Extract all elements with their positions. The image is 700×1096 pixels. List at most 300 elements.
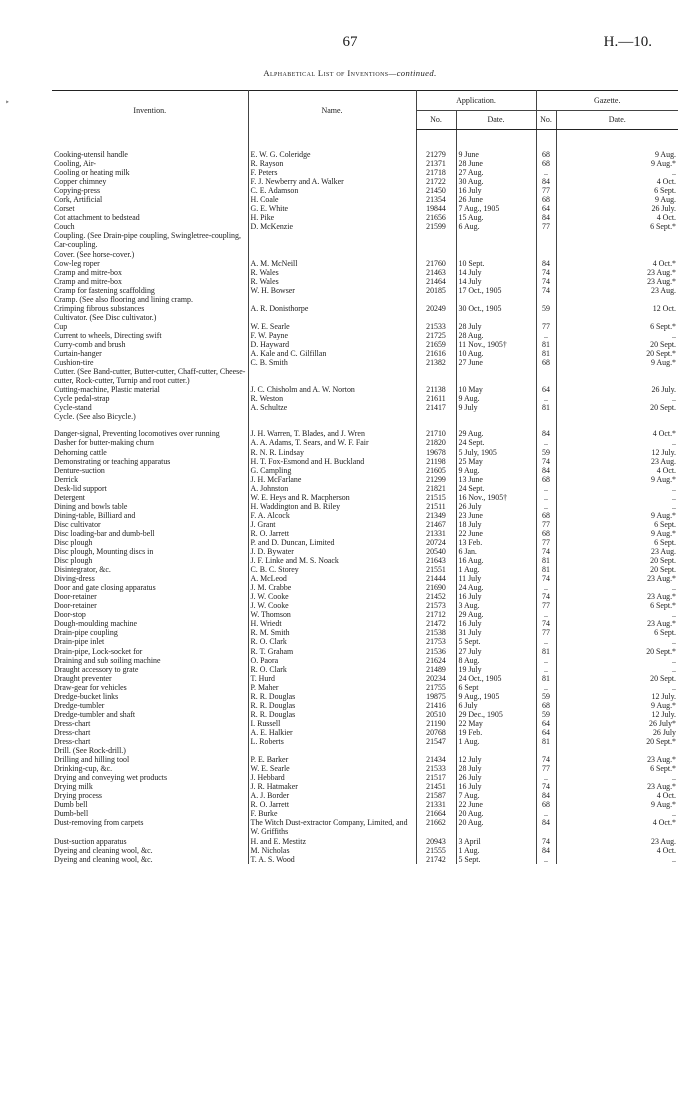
name-cell: A. R. Donisthorpe xyxy=(248,304,416,313)
gazette-no-cell: 81 xyxy=(536,403,556,412)
gazette-no-cell: 64 xyxy=(536,204,556,213)
name-cell: H. Pike xyxy=(248,213,416,222)
application-no-cell: 21722 xyxy=(416,177,456,186)
gazette-date-cell: .. xyxy=(556,855,678,864)
table-row xyxy=(52,728,678,737)
gazette-date-cell: .. xyxy=(556,583,678,592)
table-row xyxy=(52,502,678,511)
gazette-no-cell: 81 xyxy=(536,556,556,565)
gazette-no-cell xyxy=(536,746,556,755)
application-no-cell: 21536 xyxy=(416,647,456,656)
gazette-date-cell: 6 Sept.* xyxy=(556,322,678,331)
application-date-cell: 10 Sept. xyxy=(456,259,536,268)
application-no-cell: 19875 xyxy=(416,692,456,701)
name-cell: A. Schultze xyxy=(248,403,416,412)
application-no-cell: 21511 xyxy=(416,502,456,511)
table-row xyxy=(52,231,678,249)
gazette-no-cell: .. xyxy=(536,394,556,403)
gazette-no-cell: 68 xyxy=(536,529,556,538)
name-cell: The Witch Dust-extractor Company, Limited, and W. Griffiths xyxy=(248,818,416,836)
name-cell xyxy=(248,250,416,259)
gazette-no-cell: 74 xyxy=(536,574,556,583)
gazette-date-cell: 4 Oct. xyxy=(556,846,678,855)
gazette-no-cell: 59 xyxy=(536,710,556,719)
application-no-cell: 21710 xyxy=(416,421,456,438)
gazette-date-cell: 20 Sept. xyxy=(556,674,678,683)
column-header-name: Name. xyxy=(248,91,416,130)
gazette-no-cell: .. xyxy=(536,502,556,511)
name-cell: E. W. G. Coleridge xyxy=(248,130,416,160)
table-row xyxy=(52,304,678,313)
gazette-date-cell: .. xyxy=(556,484,678,493)
table-row xyxy=(52,773,678,782)
name-cell: J. H. Warren, T. Blades, and J. Wren xyxy=(248,421,416,438)
invention-cell: Dumb bell xyxy=(54,800,88,810)
application-date-cell: 22 June xyxy=(456,529,536,538)
table-row xyxy=(52,222,678,231)
subtitle-continued: —continued. xyxy=(388,68,437,78)
gazette-no-cell: 74 xyxy=(536,837,556,846)
gazette-date-cell: 20 Sept. xyxy=(556,340,678,349)
application-date-cell: 7 Aug., 1905 xyxy=(456,204,536,213)
application-no-cell: 21820 xyxy=(416,438,456,447)
application-no-cell: 21467 xyxy=(416,520,456,529)
gazette-no-cell: 64 xyxy=(536,385,556,394)
application-date-cell: 24 Sept. xyxy=(456,484,536,493)
application-no-cell: 21821 xyxy=(416,484,456,493)
gazette-date-cell: 23 Aug.* xyxy=(556,592,678,601)
name-cell: T. Hurd xyxy=(248,674,416,683)
application-no-cell: 21489 xyxy=(416,665,456,674)
gazette-date-cell xyxy=(556,746,678,755)
invention-cell: Cramp and mitre-box xyxy=(54,276,122,286)
table-row xyxy=(52,574,678,583)
invention-cell: Drying milk xyxy=(54,782,93,792)
gazette-no-cell: 77 xyxy=(536,322,556,331)
application-date-cell: 13 Feb. xyxy=(456,538,536,547)
table-row xyxy=(52,764,678,773)
gazette-no-cell: 74 xyxy=(536,592,556,601)
application-date-cell: 27 June xyxy=(456,358,536,367)
application-no-cell: 21760 xyxy=(416,259,456,268)
invention-cell: Danger-signal, Preventing locomotives over running xyxy=(54,429,220,439)
table-row xyxy=(52,168,678,177)
invention-cell: Dust-removing from carpets xyxy=(54,818,144,828)
name-cell: R. N. R. Lindsay xyxy=(248,448,416,457)
name-cell: W. H. Bowser xyxy=(248,286,416,295)
application-no-cell: 21434 xyxy=(416,755,456,764)
application-date-cell: 25 May xyxy=(456,457,536,466)
gazette-date-cell: .. xyxy=(556,493,678,502)
application-date-cell: 11 Nov., 1905† xyxy=(456,340,536,349)
application-date-cell: 28 July xyxy=(456,322,536,331)
name-cell: P. E. Barker xyxy=(248,755,416,764)
application-no-cell: 21472 xyxy=(416,619,456,628)
gazette-no-cell xyxy=(536,367,556,385)
gazette-date-cell: 12 July. xyxy=(556,710,678,719)
table-row xyxy=(52,313,678,322)
table-row xyxy=(52,286,678,295)
application-date-cell: 9 Aug. xyxy=(456,394,536,403)
table-row xyxy=(52,547,678,556)
application-no-cell xyxy=(416,231,456,249)
invention-cell: Cork, Artificial xyxy=(54,195,103,205)
name-cell: W. E. Searle xyxy=(248,322,416,331)
application-date-cell: 30 Oct., 1905 xyxy=(456,304,536,313)
table-row xyxy=(52,250,678,259)
gazette-date-cell: 23 Aug.* xyxy=(556,574,678,583)
application-no-cell: 21349 xyxy=(416,511,456,520)
invention-cell: Cycle pedal-strap xyxy=(54,394,110,404)
application-no-cell: 21690 xyxy=(416,583,456,592)
application-date-cell: 7 Aug. xyxy=(456,791,536,800)
gazette-date-cell: 4 Oct. xyxy=(556,177,678,186)
invention-cell: Disc cultivator xyxy=(54,519,101,529)
table-row xyxy=(52,448,678,457)
gazette-no-cell: 84 xyxy=(536,177,556,186)
gazette-no-cell: 81 xyxy=(536,565,556,574)
name-cell: C. E. Adamson xyxy=(248,186,416,195)
application-date-cell: 20 Aug. xyxy=(456,809,536,818)
application-date-cell: 6 Jan. xyxy=(456,547,536,556)
application-no-cell xyxy=(416,367,456,385)
gazette-date-cell: 9 Aug.* xyxy=(556,159,678,168)
inventions-table xyxy=(52,90,678,864)
gazette-date-cell: 20 Sept. xyxy=(556,403,678,412)
name-cell: A. Kale and C. Gilfillan xyxy=(248,349,416,358)
name-cell: T. A. S. Wood xyxy=(248,855,416,864)
application-date-cell: 28 June xyxy=(456,159,536,168)
application-date-cell: 18 July xyxy=(456,520,536,529)
name-cell: R. R. Douglas xyxy=(248,692,416,701)
name-cell: R. O. Clark xyxy=(248,665,416,674)
gazette-no-cell: 68 xyxy=(536,130,556,160)
table-row xyxy=(52,511,678,520)
name-cell: H. Coale xyxy=(248,195,416,204)
gazette-no-cell: 81 xyxy=(536,340,556,349)
application-date-cell: 14 July xyxy=(456,268,536,277)
name-cell: A. A. Adams, T. Sears, and W. F. Fair xyxy=(248,438,416,447)
application-no-cell: 21662 xyxy=(416,818,456,836)
gazette-date-cell: .. xyxy=(556,610,678,619)
application-no-cell: 20724 xyxy=(416,538,456,547)
application-date-cell: 26 June xyxy=(456,195,536,204)
invention-cell: Dredge-tumbler and shaft xyxy=(54,709,136,719)
gazette-date-cell: 23 Aug. xyxy=(556,547,678,556)
gazette-no-cell: .. xyxy=(536,331,556,340)
gazette-no-cell: .. xyxy=(536,656,556,665)
table-row xyxy=(52,385,678,394)
table-row xyxy=(52,610,678,619)
invention-cell: Drain-pipe, Lock-socket for xyxy=(54,646,143,656)
invention-cell: Current to wheels, Directing swift xyxy=(54,330,162,340)
table-row xyxy=(52,837,678,846)
table-row xyxy=(52,701,678,710)
gazette-date-cell: 20 Sept.* xyxy=(556,737,678,746)
invention-cell: Demonstrating or teaching apparatus xyxy=(54,456,171,466)
table-row xyxy=(52,791,678,800)
invention-cell: Cup xyxy=(54,321,68,331)
gazette-no-cell: .. xyxy=(536,637,556,646)
application-no-cell: 20510 xyxy=(416,710,456,719)
name-cell: A. McLeod xyxy=(248,574,416,583)
invention-cell: Disc loading-bar and dumb-bell xyxy=(54,528,155,538)
application-date-cell: 26 July xyxy=(456,502,536,511)
application-no-cell: 21417 xyxy=(416,403,456,412)
invention-cell: Cramp and mitre-box xyxy=(54,267,122,277)
application-date-cell: 23 June xyxy=(456,511,536,520)
application-no-cell: 21515 xyxy=(416,493,456,502)
gazette-no-cell: .. xyxy=(536,438,556,447)
name-cell: D. Hayward xyxy=(248,340,416,349)
name-cell: R. O. Jarrett xyxy=(248,529,416,538)
application-no-cell: 21416 xyxy=(416,701,456,710)
application-no-cell xyxy=(416,295,456,304)
application-date-cell: 5 Sept. xyxy=(456,855,536,864)
table-row xyxy=(52,800,678,809)
gazette-date-cell: 26 July. xyxy=(556,385,678,394)
table-row xyxy=(52,358,678,367)
name-cell: R. O. Clark xyxy=(248,637,416,646)
application-no-cell: 20768 xyxy=(416,728,456,737)
application-date-cell: 13 June xyxy=(456,475,536,484)
table-row xyxy=(52,846,678,855)
table-row xyxy=(52,737,678,746)
series-code: H.—10. xyxy=(603,34,652,50)
table-row xyxy=(52,592,678,601)
application-no-cell: 21599 xyxy=(416,222,456,231)
application-date-cell: 16 July xyxy=(456,592,536,601)
gazette-no-cell: 84 xyxy=(536,791,556,800)
application-no-cell: 20540 xyxy=(416,547,456,556)
invention-cell: Cycle. (See also Bicycle.) xyxy=(54,412,136,422)
name-cell: D. McKenzie xyxy=(248,222,416,231)
invention-cell: Cycle-stand xyxy=(54,403,92,413)
application-no-cell: 21533 xyxy=(416,322,456,331)
gazette-date-cell: .. xyxy=(556,168,678,177)
gazette-no-cell: 68 xyxy=(536,800,556,809)
application-date-cell: 26 July xyxy=(456,773,536,782)
name-cell: J. R. Hatmaker xyxy=(248,782,416,791)
application-no-cell: 21664 xyxy=(416,809,456,818)
name-cell: O. Paora xyxy=(248,656,416,665)
application-no-cell: 21605 xyxy=(416,466,456,475)
application-date-cell: 29 Dec., 1905 xyxy=(456,710,536,719)
name-cell: P. Maher xyxy=(248,683,416,692)
invention-cell: Draught preventer xyxy=(54,673,112,683)
application-no-cell xyxy=(416,250,456,259)
gazette-date-cell: 12 Oct. xyxy=(556,304,678,313)
application-date-cell: 24 Aug. xyxy=(456,583,536,592)
application-date-cell: 24 Oct., 1905 xyxy=(456,674,536,683)
application-no-cell: 20185 xyxy=(416,286,456,295)
application-date-cell: 6 Aug. xyxy=(456,222,536,231)
application-date-cell: 22 May xyxy=(456,719,536,728)
invention-cell: Cooling, Air- xyxy=(54,159,96,169)
table-row xyxy=(52,466,678,475)
gazette-no-cell: 74 xyxy=(536,457,556,466)
invention-cell: Drill. (See Rock-drill.) xyxy=(54,746,126,756)
application-date-cell: 22 June xyxy=(456,800,536,809)
application-no-cell: 21450 xyxy=(416,186,456,195)
application-no-cell: 19844 xyxy=(416,204,456,213)
application-date-cell: 10 Aug. xyxy=(456,349,536,358)
application-no-cell: 20943 xyxy=(416,837,456,846)
invention-cell: Draw-gear for vehicles xyxy=(54,682,127,692)
invention-cell: Desk-lid support xyxy=(54,483,107,493)
application-date-cell: 28 July xyxy=(456,764,536,773)
name-cell: H. Waddington and B. Riley xyxy=(248,502,416,511)
invention-cell: Crimping fibrous substances xyxy=(54,303,145,313)
gazette-no-cell: 84 xyxy=(536,466,556,475)
invention-cell: Cot attachment to bedstead xyxy=(54,213,140,223)
gazette-date-cell: 9 Aug. xyxy=(556,195,678,204)
gazette-no-cell: 68 xyxy=(536,701,556,710)
application-no-cell: 21753 xyxy=(416,637,456,646)
gazette-date-cell: 9 Aug.* xyxy=(556,511,678,520)
name-cell: J. F. Linke and M. S. Noack xyxy=(248,556,416,565)
invention-cell: Curry-comb and brush xyxy=(54,339,126,349)
invention-cell: Cramp for fastening scaffolding xyxy=(54,285,155,295)
column-header-invention: Invention. xyxy=(133,105,167,115)
gazette-no-cell: .. xyxy=(536,484,556,493)
gazette-date-cell: 23 Aug.* xyxy=(556,619,678,628)
gazette-date-cell: 23 Aug.* xyxy=(556,268,678,277)
table-row xyxy=(52,421,678,438)
gazette-date-cell: 6 Sept. xyxy=(556,520,678,529)
application-no-cell: 21198 xyxy=(416,457,456,466)
application-no-cell: 21725 xyxy=(416,331,456,340)
gazette-no-cell: 84 xyxy=(536,421,556,438)
gazette-no-cell: 81 xyxy=(536,674,556,683)
table-row xyxy=(52,412,678,421)
application-date-cell: 9 June xyxy=(456,130,536,160)
application-no-cell: 21587 xyxy=(416,791,456,800)
table-row xyxy=(52,268,678,277)
gazette-date-cell xyxy=(556,231,678,249)
gazette-no-cell: .. xyxy=(536,773,556,782)
application-no-cell xyxy=(416,313,456,322)
invention-cell: Drain-pipe coupling xyxy=(54,628,118,638)
table-row xyxy=(52,484,678,493)
application-date-cell: 9 July xyxy=(456,403,536,412)
table-row xyxy=(52,601,678,610)
invention-cell: Cultivator. (See Disc cultivator.) xyxy=(54,312,157,322)
name-cell: J. D. Bywater xyxy=(248,547,416,556)
invention-cell: Draining and sub soiling machine xyxy=(54,655,161,665)
application-date-cell: 15 Aug. xyxy=(456,213,536,222)
table-row xyxy=(52,556,678,565)
table-row xyxy=(52,204,678,213)
gazette-date-cell: 4 Oct.* xyxy=(556,421,678,438)
gazette-no-cell: 77 xyxy=(536,601,556,610)
table-row xyxy=(52,331,678,340)
column-header-gazette-date: Date. xyxy=(556,111,678,130)
gazette-no-cell: 77 xyxy=(536,628,556,637)
table-row xyxy=(52,538,678,547)
name-cell: C. B. Smith xyxy=(248,358,416,367)
table-row xyxy=(52,349,678,358)
application-no-cell: 21451 xyxy=(416,782,456,791)
invention-cell: Dining-table, Billiard and xyxy=(54,510,136,520)
table-row xyxy=(52,195,678,204)
invention-cell: Cushion-tire xyxy=(54,358,94,368)
gazette-no-cell: 74 xyxy=(536,755,556,764)
application-date-cell: 27 July xyxy=(456,647,536,656)
invention-cell: Dredge-bucket links xyxy=(54,691,119,701)
column-header-app-date: Date. xyxy=(456,111,536,130)
invention-cell: Door-retainer xyxy=(54,592,97,602)
gazette-no-cell: .. xyxy=(536,583,556,592)
gazette-no-cell: 74 xyxy=(536,277,556,286)
application-no-cell: 21463 xyxy=(416,268,456,277)
gazette-date-cell: 4 Oct. xyxy=(556,213,678,222)
name-cell: F. Peters xyxy=(248,168,416,177)
invention-cell: Diving-dress xyxy=(54,574,95,584)
application-date-cell xyxy=(456,313,536,322)
name-cell: J. C. Chisholm and A. W. Norton xyxy=(248,385,416,394)
gazette-no-cell: .. xyxy=(536,809,556,818)
gazette-no-cell: 77 xyxy=(536,538,556,547)
gazette-no-cell: 59 xyxy=(536,448,556,457)
table-row xyxy=(52,755,678,764)
table-row xyxy=(52,656,678,665)
invention-cell: Cover. (See horse-cover.) xyxy=(54,249,135,259)
application-no-cell: 21718 xyxy=(416,168,456,177)
invention-cell: Derrick xyxy=(54,474,79,484)
invention-cell: Drain-pipe inlet xyxy=(54,637,105,647)
gazette-date-cell: 9 Aug.* xyxy=(556,475,678,484)
table-row xyxy=(52,367,678,385)
name-cell: J. H. McFarlane xyxy=(248,475,416,484)
gazette-date-cell: 23 Aug. xyxy=(556,837,678,846)
gazette-no-cell: .. xyxy=(536,610,556,619)
invention-cell: Dust-suction apparatus xyxy=(54,836,127,846)
application-no-cell xyxy=(416,412,456,421)
invention-cell: Dumb-bell xyxy=(54,809,89,819)
gazette-no-cell: .. xyxy=(536,665,556,674)
name-cell: R. Wales xyxy=(248,268,416,277)
application-date-cell: 8 Aug. xyxy=(456,656,536,665)
name-cell: A. Johnston xyxy=(248,484,416,493)
name-cell: H. and E. Mestitz xyxy=(248,837,416,846)
invention-cell: Curtain-hanger xyxy=(54,349,102,359)
table-row xyxy=(52,403,678,412)
gazette-no-cell: 68 xyxy=(536,195,556,204)
name-cell: J. W. Cooke xyxy=(248,601,416,610)
gazette-no-cell: 74 xyxy=(536,547,556,556)
invention-cell: Dough-moulding machine xyxy=(54,619,138,629)
gazette-no-cell: 81 xyxy=(536,647,556,656)
table-row xyxy=(52,295,678,304)
application-no-cell: 21464 xyxy=(416,277,456,286)
table-row xyxy=(52,692,678,701)
table-row xyxy=(52,322,678,331)
name-cell: R. Rayson xyxy=(248,159,416,168)
invention-cell: Dress-chart xyxy=(54,718,91,728)
application-date-cell: 27 Aug. xyxy=(456,168,536,177)
gazette-date-cell: 12 July. xyxy=(556,692,678,701)
name-cell: F. Burke xyxy=(248,809,416,818)
gazette-date-cell: .. xyxy=(556,502,678,511)
name-cell: R. R. Douglas xyxy=(248,701,416,710)
name-cell: F. W. Payne xyxy=(248,331,416,340)
application-no-cell: 21371 xyxy=(416,159,456,168)
gazette-no-cell xyxy=(536,313,556,322)
name-cell: A. J. Border xyxy=(248,791,416,800)
application-date-cell: 9 Aug. xyxy=(456,466,536,475)
invention-cell: Dining and bowls table xyxy=(54,501,128,511)
